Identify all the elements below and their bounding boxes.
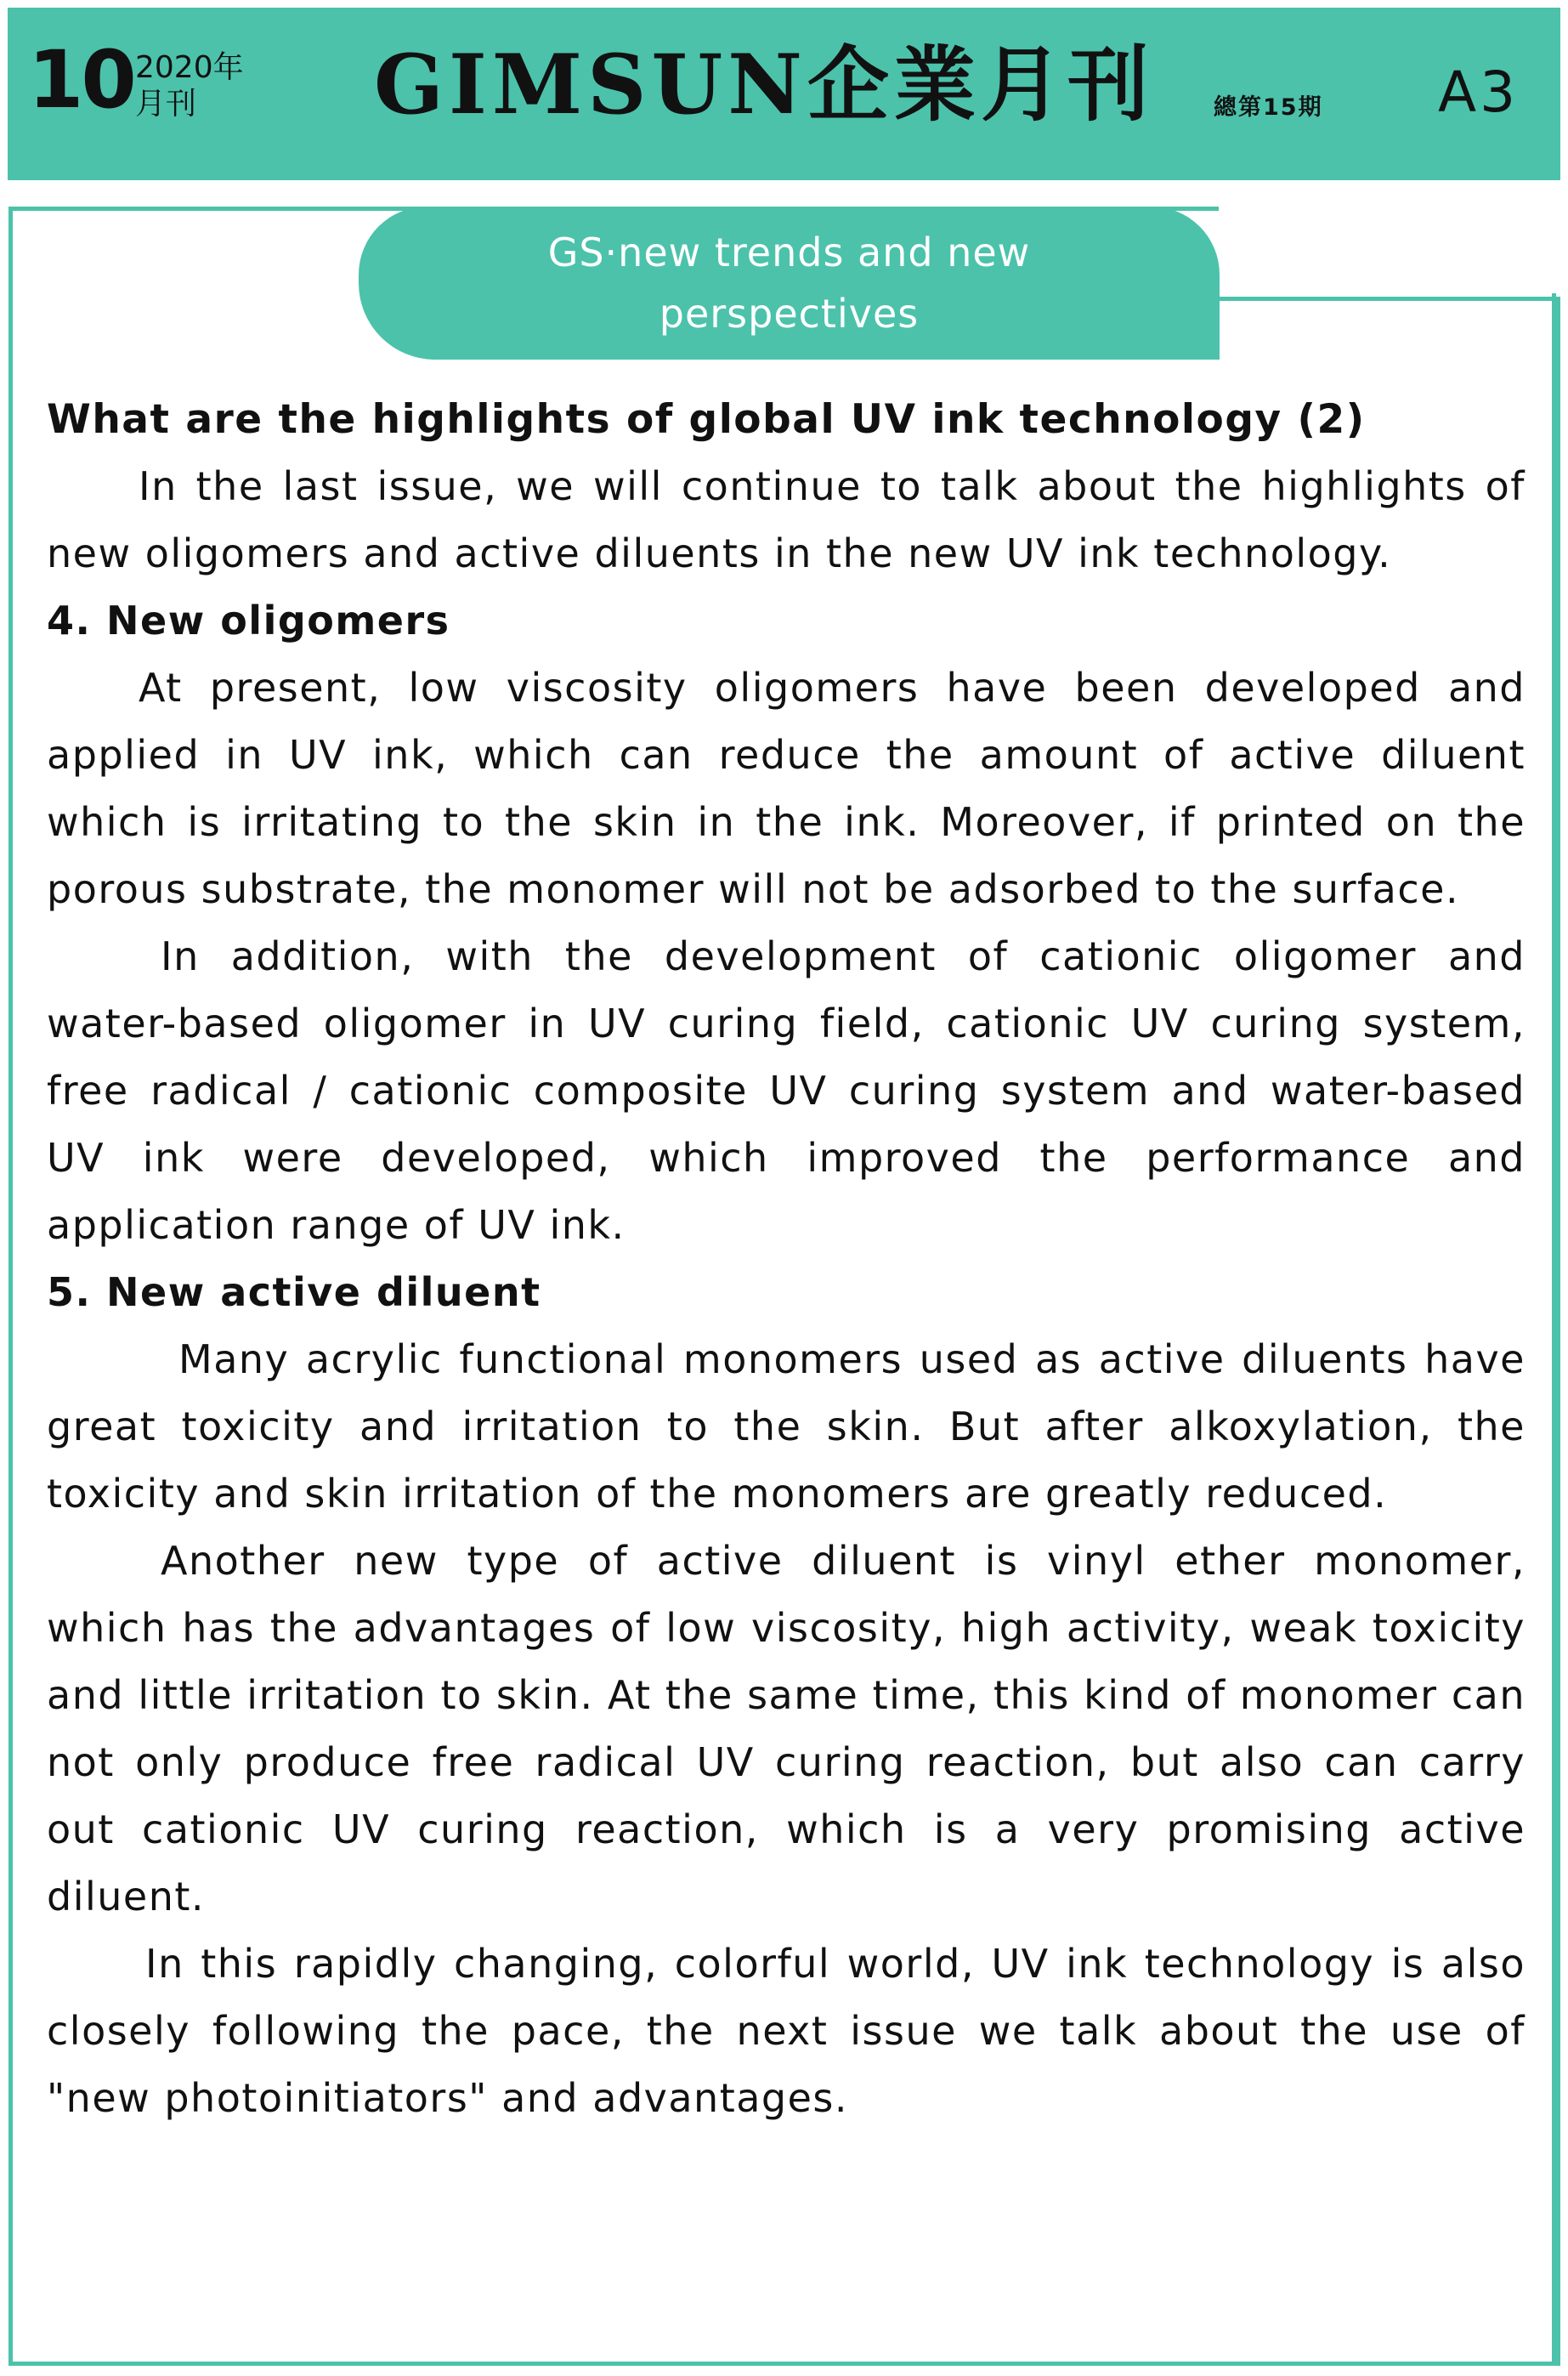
frame-gap bbox=[1219, 204, 1563, 293]
page-number: A3 bbox=[1438, 60, 1520, 125]
closing-paragraph: In this rapidly changing, colorful world, UV ink technology is also closely following the pace, the next issue we talk about the use of "new photoinitiators" and advantages. bbox=[47, 1941, 1526, 2121]
article-title: What are the highlights of global UV ink technology (2) bbox=[47, 396, 1366, 443]
masthead-title: GIMSUN企業月刊 bbox=[374, 37, 1154, 133]
section-5-paragraph-1: Many acrylic functional monomers used as active diluents have great toxicity and irritation to the skin. But after alkoxylation, the toxicity and skin irritation of the monomers are greatly reduced. bbox=[47, 1336, 1526, 1517]
section-4-paragraph-1: At present, low viscosity oligomers have been developed and applied in UV ink, which can reduce the amount of active diluent which is irritating to the skin in the ink. Moreover, if printed on the porous substrate, the monomer will not be adsorbed to the surface. bbox=[47, 665, 1526, 912]
section-4-heading: 4. New oligomers bbox=[47, 598, 450, 644]
section-5-paragraph-2: Another new type of active diluent is vinyl ether monomer, which has the advantages of low viscosity, high activity, weak toxicity and little irritation to skin. At the same time, this kind of monomer can not only produce free radical UV curing reaction, but also can carry out cationic UV curing reaction, which is a very promising active diluent. bbox=[47, 1538, 1526, 1920]
frame-top-right-rule bbox=[1219, 297, 1560, 301]
section-4-paragraph-2: In addition, with the development of cationic oligomer and water-based oligomer in UV curing field, cationic UV curing system, free radical / cationic composite UV curing system and water-based UV ink were developed, which improved the performance and application range of UV ink. bbox=[47, 933, 1526, 1248]
issue-type: 月刊 bbox=[135, 87, 197, 122]
section-5-heading: 5. New active diluent bbox=[47, 1269, 541, 1315]
section-tab-label: GS·new trends and new perspectives bbox=[547, 230, 1031, 337]
issue-day: 10 bbox=[28, 34, 134, 127]
frame-right-rule bbox=[1556, 297, 1560, 2366]
article bbox=[47, 386, 1526, 2132]
section-tab bbox=[359, 207, 1220, 360]
issue-total-number: 總第15期 bbox=[1214, 94, 1323, 121]
article-intro: In the last issue, we will continue to talk about the highlights of new oligomers and active diluents in the new UV ink technology. bbox=[47, 463, 1526, 576]
issue-year: 2020年 bbox=[135, 50, 244, 85]
